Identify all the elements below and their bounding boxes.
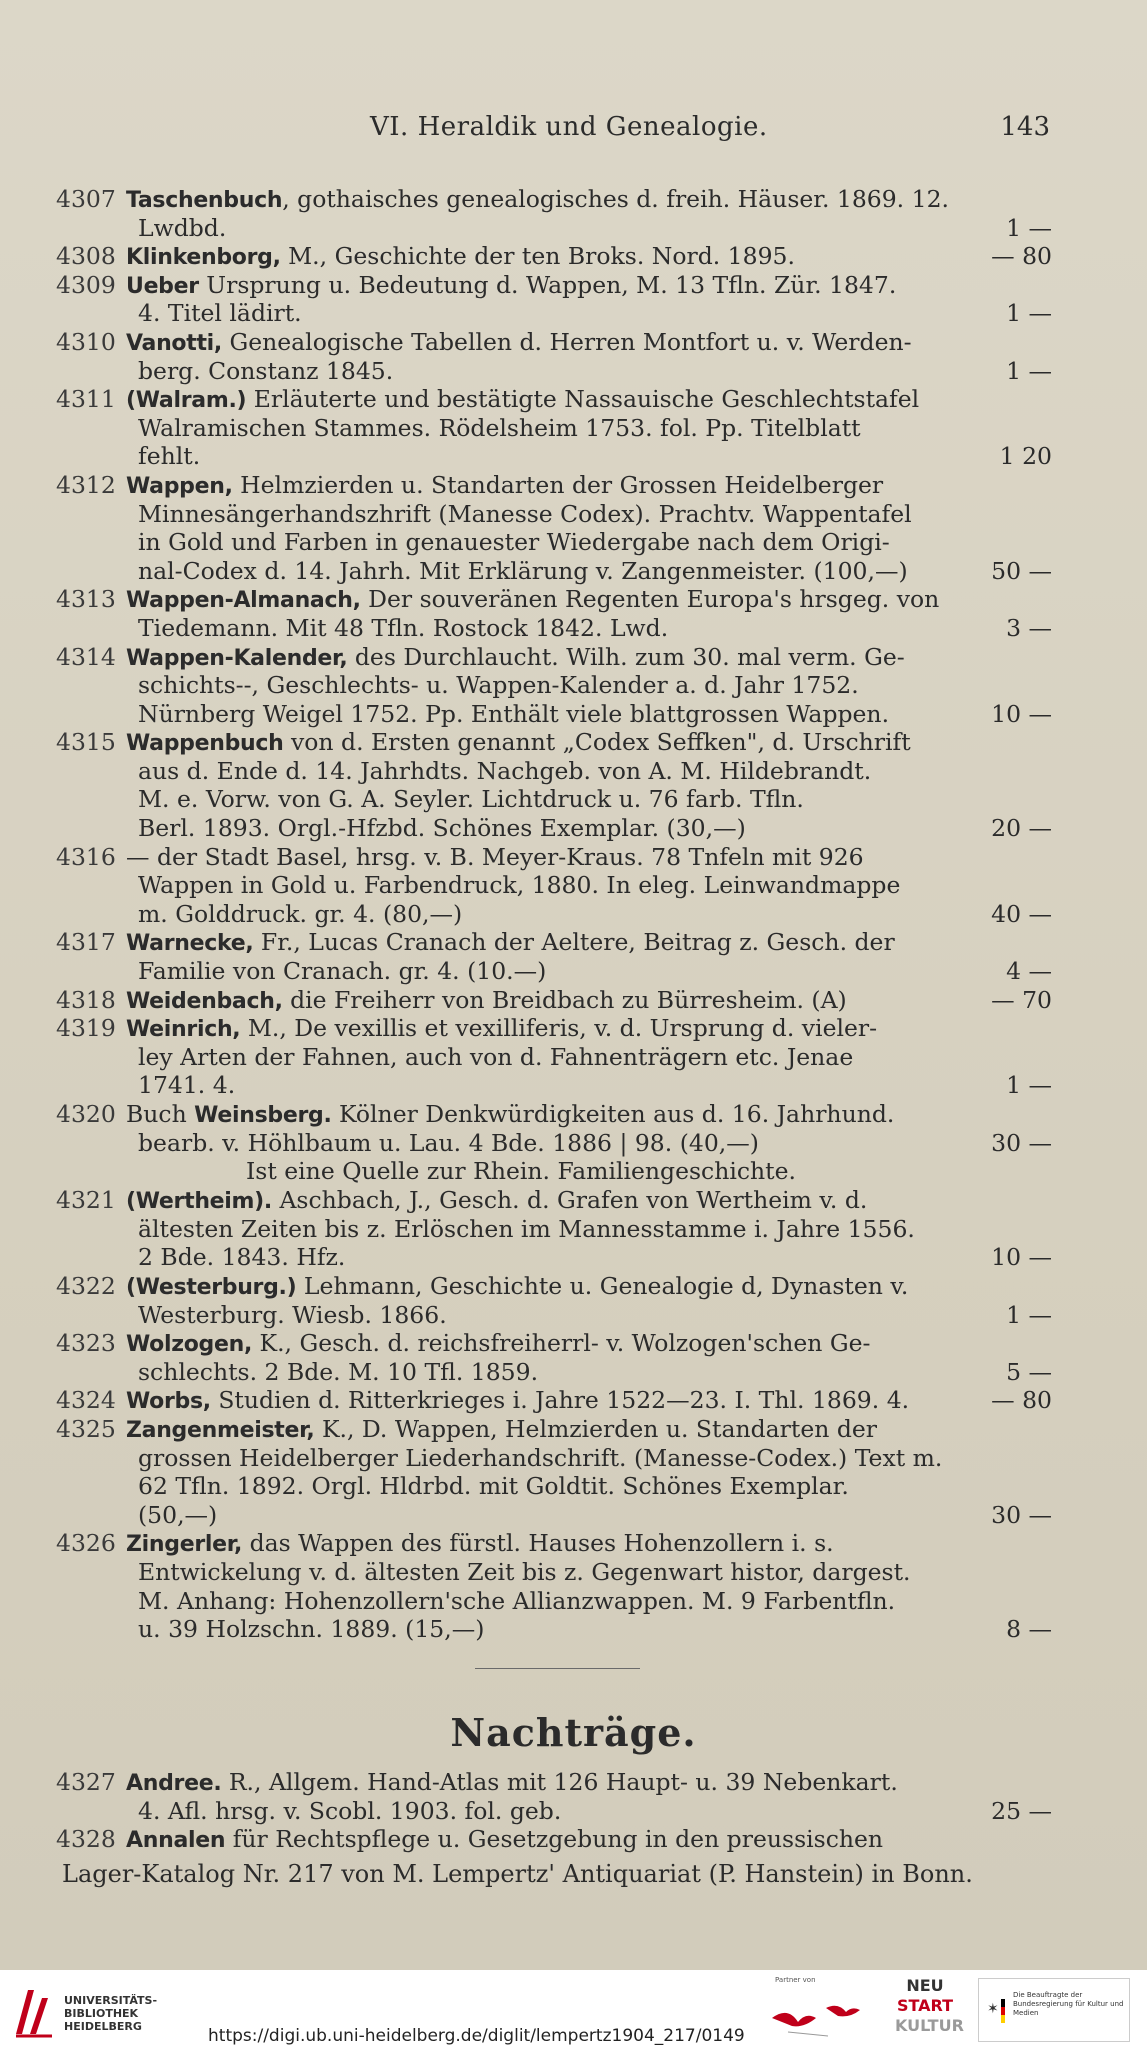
entry-text: Berl. 1893. Orgl.-Hfzbd. Schönes Exemplar. (30,—)	[138, 814, 746, 843]
catalog-entries	[56, 185, 1052, 1644]
entry-price	[976, 271, 1052, 300]
entry-body	[126, 1529, 1052, 1643]
entry-line	[126, 986, 1052, 1015]
entry-author: Wolzogen,	[126, 1332, 253, 1358]
entry-body	[126, 728, 1052, 842]
catalog-entry	[56, 986, 1052, 1015]
entry-text: Buch Weinsberg. Kölner Denkwürdigkeiten aus d. 16. Jahrhund.	[126, 1100, 895, 1128]
entry-line	[126, 1014, 1052, 1043]
entry-author: Zingerler,	[126, 1532, 243, 1558]
entry-line	[126, 957, 1052, 986]
entry-text: Taschenbuch, gothaisches genealogisches d. freih. Häuser. 1869. 12.	[126, 185, 949, 213]
entry-line	[126, 814, 1052, 843]
entry-line	[126, 1129, 1052, 1158]
entry-price: 8 —	[1006, 1615, 1052, 1644]
entry-author: Klinkenborg,	[126, 245, 281, 271]
entry-price	[976, 1768, 1052, 1797]
entry-price: 30 —	[991, 1128, 1052, 1157]
catalog-entry	[56, 1768, 1052, 1825]
entry-author: Weinsberg.	[194, 1103, 332, 1128]
entry-text: M. Anhang: Hohenzollern'sche Allianzwappen. M. 9 Farbentfln.	[138, 1586, 896, 1615]
entry-line	[126, 1329, 1052, 1358]
entry-price	[976, 585, 1052, 614]
entry-number: 4311	[56, 385, 116, 414]
entry-body	[126, 1014, 1052, 1100]
section-divider	[475, 1668, 640, 1669]
entry-line	[126, 385, 1052, 414]
entry-author: (Wertheim).	[126, 1189, 272, 1215]
entry-line	[126, 1386, 1052, 1415]
entry-line	[126, 299, 1052, 328]
entry-author: Wappen-Kalender,	[126, 645, 348, 671]
entry-body	[126, 328, 1052, 385]
entry-line	[126, 1444, 1052, 1473]
neustart-kultur-logo-icon[interactable]: NEU START KULTUR	[895, 1976, 964, 2035]
entry-line	[126, 328, 1052, 357]
entry-body	[126, 1272, 1052, 1329]
entry-line	[126, 614, 1052, 643]
entry-text: Wappen, Helmzierden u. Standarten der Grossen Heidelberger	[126, 470, 884, 499]
partner-label: Partner von	[775, 1976, 816, 1984]
entry-line	[126, 785, 1052, 814]
entry-number: 4314	[56, 642, 116, 671]
entry-price	[976, 785, 1052, 814]
entry-price: — 80	[991, 242, 1052, 271]
entry-price: 1 —	[1006, 299, 1052, 328]
entry-price	[976, 1186, 1052, 1215]
entry-author: Annalen	[126, 1828, 226, 1854]
entry-body	[126, 585, 1052, 642]
entry-body	[126, 986, 1052, 1015]
catalog-entry	[56, 928, 1052, 985]
catalog-entry	[56, 1014, 1052, 1100]
entry-text: Weidenbach, die Freiherr von Breidbach zu Bürresheim. (A)	[126, 985, 847, 1014]
entry-line	[126, 643, 1052, 672]
entry-line	[126, 1186, 1052, 1215]
entry-price	[976, 728, 1052, 757]
entry-line	[126, 1301, 1052, 1330]
entry-author: (Westerburg.)	[126, 1274, 297, 1300]
entry-number: 4320	[56, 1100, 116, 1128]
entry-text: ältesten Zeiten bis z. Erlöschen im Mannesstamme i. Jahre 1556.	[138, 1214, 915, 1243]
entry-line	[126, 700, 1052, 729]
entry-text: (Westerburg.) Lehmann, Geschichte u. Genealogie d, Dynasten v.	[126, 1271, 909, 1300]
entry-text: in Gold und Farben in genauester Wiedergabe nach dem Origi-	[138, 528, 890, 557]
entry-author: Weidenbach,	[126, 988, 283, 1014]
entry-text: fehlt.	[138, 442, 201, 471]
catalog-entry	[56, 1272, 1052, 1329]
entry-author: Vanotti,	[126, 330, 222, 356]
entry-price: — 80	[991, 1386, 1052, 1415]
entry-text: Annalen für Rechtspflege u. Gesetzgebung in den preussischen	[126, 1825, 884, 1854]
entry-line	[126, 1768, 1052, 1797]
entry-text: Wappen-Almanach, Der souveränen Regenten Europa's hrsgeg. von	[126, 585, 940, 614]
entry-line	[126, 928, 1052, 957]
entry-text: Westerburg. Wiesb. 1866.	[138, 1300, 447, 1329]
entry-price	[976, 1587, 1052, 1616]
entry-price	[976, 843, 1052, 872]
entry-line	[126, 1358, 1052, 1387]
entry-number: 4309	[56, 270, 116, 299]
entry-price: 1 —	[1006, 1071, 1052, 1100]
entry-number: 4308	[56, 242, 116, 271]
entry-line	[126, 242, 1052, 271]
entry-body	[126, 643, 1052, 729]
entry-author: Wappen,	[126, 473, 233, 499]
entry-text: Klinkenborg, M., Geschichte der ten Broks. Nord. 1895.	[126, 242, 795, 271]
catalog-footer: Lager-Katalog Nr. 217 von M. Lempertz' Antiquariat (P. Hanstein) in Bonn.	[62, 1860, 973, 1888]
entry-line	[126, 1797, 1052, 1826]
entry-line	[126, 843, 1052, 872]
entry-price	[976, 1529, 1052, 1558]
entry-number: 4325	[56, 1414, 116, 1443]
entry-price: 1 —	[1006, 1300, 1052, 1329]
addenda-entries	[56, 1768, 1052, 1854]
entry-line	[126, 1100, 1052, 1129]
entry-author: Ueber	[126, 273, 199, 299]
entry-number: 4307	[56, 185, 116, 213]
entry-line	[126, 900, 1052, 929]
entry-body	[126, 843, 1052, 929]
entry-text: Tiedemann. Mit 48 Tfln. Rostock 1842. Lwd.	[138, 613, 669, 642]
entry-author: (Walram.)	[126, 388, 247, 414]
entry-text: schichts--, Geschlechts- u. Wappen-Kalender a. d. Jahr 1752.	[138, 671, 859, 700]
entry-price	[976, 671, 1052, 700]
entry-price	[976, 643, 1052, 672]
entry-price	[976, 328, 1052, 357]
entry-body	[126, 1100, 1052, 1186]
entry-price	[976, 414, 1052, 443]
entry-price	[976, 185, 1052, 214]
entry-text: m. Golddruck. gr. 4. (80,—)	[138, 899, 463, 928]
entry-text: Warnecke, Fr., Lucas Cranach der Aeltere, Beitrag z. Gesch. der	[126, 928, 895, 957]
entry-line	[126, 528, 1052, 557]
federal-government-text: Die Beauftragte der Bundesregierung für Kultur und Medien	[1013, 1991, 1124, 2017]
entry-text: Lwdbd.	[138, 213, 227, 242]
page-header	[60, 112, 1050, 152]
catalog-entry	[56, 1386, 1052, 1415]
entry-price	[976, 1014, 1052, 1043]
entry-author: Warnecke,	[126, 931, 254, 957]
entry-price	[976, 1444, 1052, 1473]
entry-price	[976, 871, 1052, 900]
library-name[interactable]: UNIVERSITÄTS- BIBLIOTHEK HEIDELBERG	[64, 1994, 158, 2033]
entry-price	[976, 500, 1052, 529]
partner-birds-logo-icon[interactable]	[768, 1988, 878, 2048]
entry-text: Wappenbuch von d. Ersten genannt „Codex Seffken", d. Urschrift	[126, 728, 911, 757]
entry-line	[126, 1215, 1052, 1244]
entry-price: 30 —	[991, 1500, 1052, 1529]
entry-author: Taschenbuch	[126, 188, 283, 213]
entry-price	[976, 757, 1052, 786]
entry-number: 4316	[56, 842, 116, 871]
eagle-icon: ✶	[987, 2001, 999, 2017]
entry-body	[126, 1386, 1052, 1415]
entry-line	[126, 1472, 1052, 1501]
entry-text: (50,—)	[138, 1500, 218, 1529]
entry-text: Weinrich, M., De vexillis et vexilliferis, v. d. Ursprung d. vieler-	[126, 1014, 878, 1043]
entry-line	[126, 1558, 1052, 1587]
entry-text: Minnesängerhandszhrift (Manesse Codex). Prachtv. Wappentafel	[138, 499, 912, 528]
entry-text: u. 39 Holzschn. 1889. (15,—)	[138, 1615, 485, 1644]
catalog-entry	[56, 585, 1052, 642]
entry-text: (Walram.) Erläuterte und bestätigte Nassauische Geschlechtstafel	[126, 385, 920, 414]
entry-price: 4 —	[1006, 957, 1052, 986]
entry-text: (Wertheim). Aschbach, J., Gesch. d. Grafen von Wertheim v. d.	[126, 1186, 868, 1215]
entry-text: Walramischen Stammes. Rödelsheim 1753. fol. Pp. Titelblatt	[138, 413, 861, 442]
entry-number: 4327	[56, 1768, 116, 1796]
entry-number: 4326	[56, 1529, 116, 1558]
entry-text: Nürnberg Weigel 1752. Pp. Enthält viele blattgrossen Wappen.	[138, 699, 890, 728]
entry-text: Familie von Cranach. gr. 4. (10.—)	[138, 957, 547, 986]
entry-author: Wappen-Almanach,	[126, 588, 361, 614]
entry-text: — der Stadt Basel, hrsg. v. B. Meyer-Kraus. 78 Tnfeln mit 926	[126, 842, 864, 871]
entry-price	[976, 1472, 1052, 1501]
catalog-entry	[56, 1100, 1052, 1186]
flag-icon	[1001, 1999, 1005, 2023]
entry-price: 1 —	[1006, 213, 1052, 242]
catalog-entry	[56, 242, 1052, 271]
entry-line	[126, 1529, 1052, 1558]
entry-line	[126, 1415, 1052, 1444]
entry-line	[126, 1272, 1052, 1301]
entry-number: 4318	[56, 985, 116, 1014]
entry-number: 4315	[56, 728, 116, 757]
entry-price: 25 —	[991, 1796, 1052, 1825]
entry-price: 10 —	[991, 699, 1052, 728]
entry-price	[976, 1100, 1052, 1129]
entry-price: 1 —	[1006, 356, 1052, 385]
entry-line	[126, 271, 1052, 300]
entry-line	[126, 442, 1052, 471]
catalog-entry	[56, 385, 1052, 471]
entry-price: — 70	[991, 985, 1052, 1014]
entry-body	[126, 271, 1052, 328]
entry-text: schlechts. 2 Bde. M. 10 Tfl. 1859.	[138, 1357, 539, 1386]
entry-body	[126, 1825, 1052, 1854]
entry-price	[976, 1329, 1052, 1358]
entry-text: nal-Codex d. 14. Jahrh. Mit Erklärung v. Zangenmeister. (100,—)	[138, 556, 908, 585]
entry-body	[126, 928, 1052, 985]
entry-line	[126, 557, 1052, 586]
entry-line	[126, 185, 1052, 214]
entry-line	[126, 1501, 1052, 1530]
entry-number: 4310	[56, 327, 116, 356]
entry-line	[126, 671, 1052, 700]
entry-price	[976, 528, 1052, 557]
entry-body	[126, 385, 1052, 471]
entry-author: Andree.	[126, 1771, 222, 1796]
entry-body	[126, 1186, 1052, 1272]
entry-price: 10 —	[991, 1243, 1052, 1272]
entry-text: Vanotti, Genealogische Tabellen d. Herren Montfort u. v. Werden-	[126, 327, 912, 356]
entry-body	[126, 1415, 1052, 1529]
catalog-entry	[56, 1825, 1052, 1854]
entry-text: Zingerler, das Wappen des fürstl. Hauses Hohenzollern i. s.	[126, 1529, 834, 1558]
entry-number: 4313	[56, 585, 116, 614]
catalog-entry	[56, 271, 1052, 328]
entry-author: Zangenmeister,	[126, 1417, 315, 1443]
entry-body	[126, 1329, 1052, 1386]
entry-line	[126, 214, 1052, 243]
entry-line	[126, 357, 1052, 386]
entry-number: 4319	[56, 1014, 116, 1043]
entry-line	[126, 1587, 1052, 1616]
addenda-heading: Nachträge.	[450, 1710, 697, 1755]
entry-line	[126, 1043, 1052, 1072]
entry-price: 1 20	[999, 442, 1052, 471]
entry-line	[126, 757, 1052, 786]
document-url-link[interactable]: https://digi.ub.uni-heidelberg.de/diglit/lempertz1904_217/0149	[208, 2026, 745, 2046]
catalog-entry	[56, 843, 1052, 929]
entry-text: ley Arten der Fahnen, auch von d. Fahnenträgern etc. Jenae	[138, 1042, 854, 1071]
entry-text: grossen Heidelberger Liederhandschrift. (Manesse-Codex.) Text m.	[138, 1443, 943, 1472]
entry-price	[976, 1558, 1052, 1587]
entry-text: Andree. R., Allgem. Hand-Atlas mit 126 Haupt- u. 39 Nebenkart.	[126, 1768, 898, 1796]
entry-line	[126, 471, 1052, 500]
entry-price	[976, 928, 1052, 957]
entry-text: bearb. v. Höhlbaum u. Lau. 4 Bde. 1886 | 98. (40,—)	[138, 1128, 759, 1157]
entry-price	[976, 1215, 1052, 1244]
entry-text: 4. Titel lädirt.	[138, 299, 302, 328]
entry-author: Wappenbuch	[126, 731, 284, 757]
entry-line	[126, 1071, 1052, 1100]
entry-text: aus d. Ende d. 14. Jahrhdts. Nachgeb. von A. M. Hildebrandt.	[138, 756, 872, 785]
entry-number: 4321	[56, 1186, 116, 1215]
catalog-entry	[56, 1329, 1052, 1386]
entry-price: 3 —	[1006, 613, 1052, 642]
entry-body	[126, 185, 1052, 242]
entry-number: 4312	[56, 470, 116, 499]
entry-number: 4317	[56, 928, 116, 957]
entry-body	[126, 471, 1052, 585]
entry-text: berg. Constanz 1845.	[138, 356, 394, 385]
digitization-bar	[0, 1970, 1147, 2053]
entry-note: Ist eine Quelle zur Rhein. Familiengeschichte.	[246, 1157, 796, 1186]
entry-text: 4. Afl. hrsg. v. Scobl. 1903. fol. geb.	[138, 1796, 562, 1825]
entry-line	[126, 1243, 1052, 1272]
catalog-entry	[56, 1415, 1052, 1529]
entry-text: 62 Tfln. 1892. Orgl. Hldrbd. mit Goldtit. Schönes Exemplar.	[138, 1472, 849, 1501]
entry-text: 2 Bde. 1843. Hfz.	[138, 1243, 346, 1272]
page-number: 143	[1000, 112, 1050, 142]
catalog-entry	[56, 728, 1052, 842]
entry-number: 4328	[56, 1825, 116, 1854]
entry-price: 40 —	[991, 899, 1052, 928]
entry-line	[126, 414, 1052, 443]
entry-text: Wappen-Kalender, des Durchlaucht. Wilh. zum 30. mal verm. Ge-	[126, 642, 905, 671]
entry-text: Ueber Ursprung u. Bedeutung d. Wappen, M. 13 Tfln. Zür. 1847.	[126, 270, 897, 299]
entry-line	[126, 871, 1052, 900]
entry-price	[976, 471, 1052, 500]
entry-price: 5 —	[1006, 1357, 1052, 1386]
entry-line	[126, 1615, 1052, 1644]
entry-author: Worbs,	[126, 1389, 211, 1415]
entry-number: 4323	[56, 1329, 116, 1358]
entry-text: Zangenmeister, K., D. Wappen, Helmzierden u. Standarten der	[126, 1414, 878, 1443]
entry-text: Wolzogen, K., Gesch. d. reichsfreiherrl- v. Wolzogen'schen Ge-	[126, 1329, 871, 1358]
entry-price	[976, 1415, 1052, 1444]
entry-text: 1741. 4.	[138, 1071, 236, 1100]
catalog-entry	[56, 328, 1052, 385]
entry-author: Weinrich,	[126, 1017, 241, 1043]
catalog-entry	[56, 643, 1052, 729]
catalog-entry	[56, 1529, 1052, 1643]
catalog-entry	[56, 185, 1052, 242]
entry-text: Entwickelung v. d. ältesten Zeit bis z. Gegenwart histor, dargest.	[138, 1557, 911, 1586]
catalog-entry	[56, 1186, 1052, 1272]
entry-price	[976, 1272, 1052, 1301]
entry-price: 50 —	[991, 556, 1052, 585]
section-heading: VI. Heraldik und Genealogie.	[370, 112, 768, 142]
university-library-logo-icon[interactable]	[12, 1984, 56, 2040]
entry-text: M. e. Vorw. von G. A. Seyler. Lichtdruck u. 76 farb. Tfln.	[138, 785, 804, 814]
entry-body	[126, 1768, 1052, 1825]
entry-price	[976, 1043, 1052, 1072]
entry-text: Worbs, Studien d. Ritterkrieges i. Jahre 1522—23. I. Thl. 1869. 4.	[126, 1386, 910, 1415]
entry-text: Wappen in Gold u. Farbendruck, 1880. In eleg. Leinwandmappe	[138, 871, 901, 900]
entry-line	[126, 1825, 1052, 1854]
entry-line	[126, 500, 1052, 529]
entry-price	[976, 1825, 1052, 1854]
entry-number: 4322	[56, 1271, 116, 1300]
catalog-entry	[56, 471, 1052, 585]
entry-number: 4324	[56, 1386, 116, 1415]
federal-government-logo-icon[interactable]	[978, 1978, 1130, 2042]
entry-price	[976, 385, 1052, 414]
entry-line	[126, 728, 1052, 757]
entry-line	[126, 585, 1052, 614]
entry-body	[126, 242, 1052, 271]
entry-price: 20 —	[991, 814, 1052, 843]
